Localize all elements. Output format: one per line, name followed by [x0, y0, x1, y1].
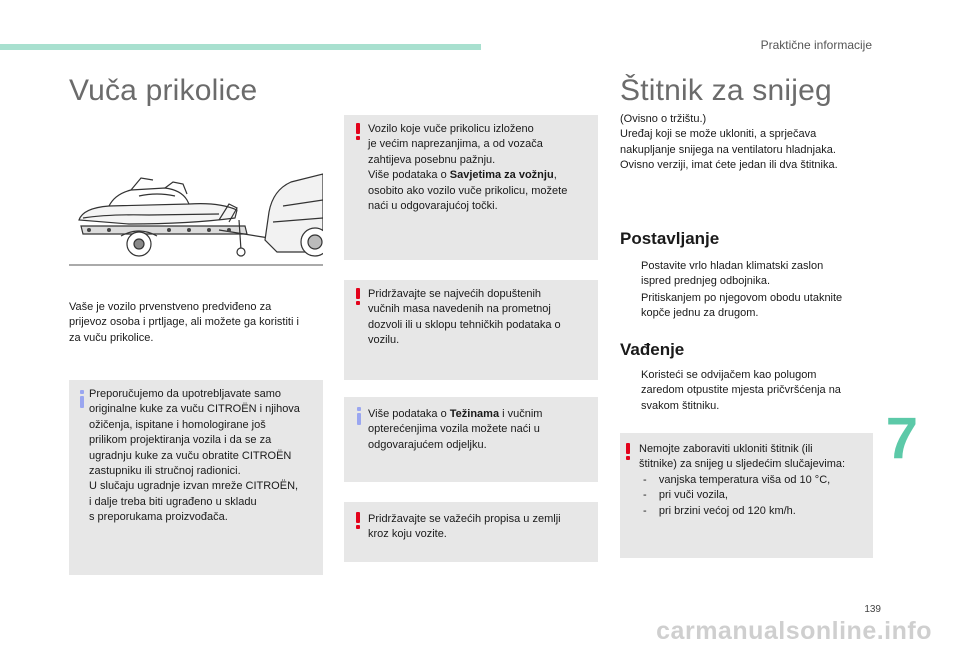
page-number: 139	[864, 604, 881, 615]
info-box-weights	[344, 397, 598, 482]
info-line-weights	[368, 407, 542, 422]
chapter-number: 7	[885, 406, 918, 471]
text-part: i vučnim	[499, 408, 543, 420]
warning-line: kroz koju vozite.	[368, 528, 447, 541]
warning-icon	[356, 512, 361, 529]
text-part: ,	[553, 169, 557, 182]
warning-line-driving-advice	[368, 168, 567, 183]
warning-box-regulations	[344, 502, 598, 562]
trailer-illustration	[69, 160, 323, 266]
list-item-line: Postavite vrlo hladan klimatski zaslon	[641, 260, 824, 272]
info-line: ožičenja, ispitane i homologirane još	[89, 418, 266, 431]
info-line: opterećenjima vozila možete naći u	[368, 423, 540, 436]
snow-screen-intro	[620, 112, 838, 174]
list-item-line: ispred prednjeg odbojnika.	[641, 275, 771, 288]
info-line: originalne kuke za vuču CITROËN i njihova	[89, 403, 300, 416]
info-box-original-hitch	[69, 380, 323, 575]
warning-line: naći u odgovarajućoj točki.	[368, 200, 498, 213]
warning-line: vozilu.	[368, 334, 400, 347]
warning-box-snow-screen	[620, 433, 873, 558]
warning-line: Pridržavajte se najvećih dopuštenih	[368, 288, 542, 300]
warning-line: štitnike) za snijeg u sljedećim slučajevima:	[639, 458, 846, 471]
warning-box-driving	[344, 115, 598, 260]
intro-line: za vuču prikolice.	[69, 331, 154, 344]
list-item	[620, 368, 880, 416]
warning-line: zahtijeva posebnu pažnju.	[368, 153, 496, 166]
info-line: Preporučujemo da upotrebljavate samo	[89, 388, 282, 400]
info-line: prilikom projektiranja vozila i da se za	[89, 434, 272, 447]
warning-list-item: - pri brzini većoj od 120 km/h.	[643, 504, 796, 517]
info-line: ugradnju kuke za vuču obratite CITROËN	[89, 449, 292, 462]
list-item-line: zaredom otpustite mjesta pričvršćenja na	[641, 384, 841, 397]
info-icon	[356, 407, 362, 425]
list-item-line: kopče jednu za drugom.	[641, 307, 759, 320]
info-icon	[79, 390, 85, 408]
warning-list-item: - vanjska temperatura viša od 10 °C,	[643, 473, 831, 486]
intro-line: prijevoz osoba i prtljage, ali možete ga koristiti i	[69, 316, 299, 329]
heading-removal: Vađenje	[620, 340, 685, 359]
warning-line: dozvoli ili u sklopu tehničkih podataka o	[368, 318, 561, 331]
list-item	[620, 291, 880, 323]
list-item	[620, 259, 880, 291]
intro-line: Ovisno verziji, imat ćete jedan ili dva štitnika.	[620, 159, 838, 172]
page-title-towing: Vuča prikolice	[69, 74, 258, 107]
info-line: odgovarajućem odjeljku.	[368, 438, 487, 451]
intro-line: (Ovisno o tržištu.)	[620, 113, 707, 125]
warning-line: je većim naprezanjima, a od vozača	[368, 138, 543, 151]
warning-line: vučnih masa navedenih na prometnoj	[368, 303, 551, 316]
info-line: U slučaju ugradnje izvan mreže CITROËN,	[89, 480, 299, 493]
section-label: Praktične informacije	[760, 38, 872, 52]
bold-reference: Težinama	[449, 408, 500, 420]
warning-icon	[356, 123, 361, 140]
text-part: Više podataka o	[368, 169, 450, 182]
intro-line: Uređaj koji se može ukloniti, a sprječava	[620, 128, 817, 141]
info-line: s preporukama proizvođača.	[89, 511, 228, 524]
list-item-line: Koristeći se odvijačem kao polugom	[641, 369, 817, 381]
warning-list-item: - pri vuči vozila,	[643, 489, 728, 502]
intro-line: Vaše je vozilo prvenstveno predviđeno za	[69, 301, 272, 313]
warning-line: Vozilo koje vuče prikolicu izloženo	[368, 123, 534, 135]
towing-intro	[69, 300, 299, 346]
watermark: carmanualsonline.info	[656, 617, 932, 645]
warning-icon	[626, 443, 631, 460]
info-line: zastupniku ili stručnoj radionici.	[89, 465, 241, 478]
page-title-snow-screen: Štitnik za snijeg	[620, 74, 832, 107]
intro-line: nakupljanje snijega na ventilatoru hladnjaka.	[620, 143, 836, 156]
text-part: Više podataka o	[368, 408, 450, 420]
list-item-line: Pritiskanjem po njegovom obodu utaknite	[641, 292, 843, 304]
info-line: i dalje treba biti ugrađeno u skladu	[89, 495, 257, 508]
heading-installation: Postavljanje	[620, 229, 720, 248]
header-accent-bar	[0, 44, 481, 50]
warning-line: Pridržavajte se važećih propisa u zemlji	[368, 513, 561, 525]
list-item-line: svakom štitniku.	[641, 399, 720, 412]
warning-box-masses	[344, 280, 598, 380]
warning-line: Nemojte zaboraviti ukloniti štitnik (ili	[639, 443, 813, 455]
warning-line: osobito ako vozilo vuče prikolicu, možete	[368, 184, 568, 197]
bold-reference: Savjetima za vožnju	[449, 169, 554, 182]
warning-icon	[356, 288, 361, 305]
